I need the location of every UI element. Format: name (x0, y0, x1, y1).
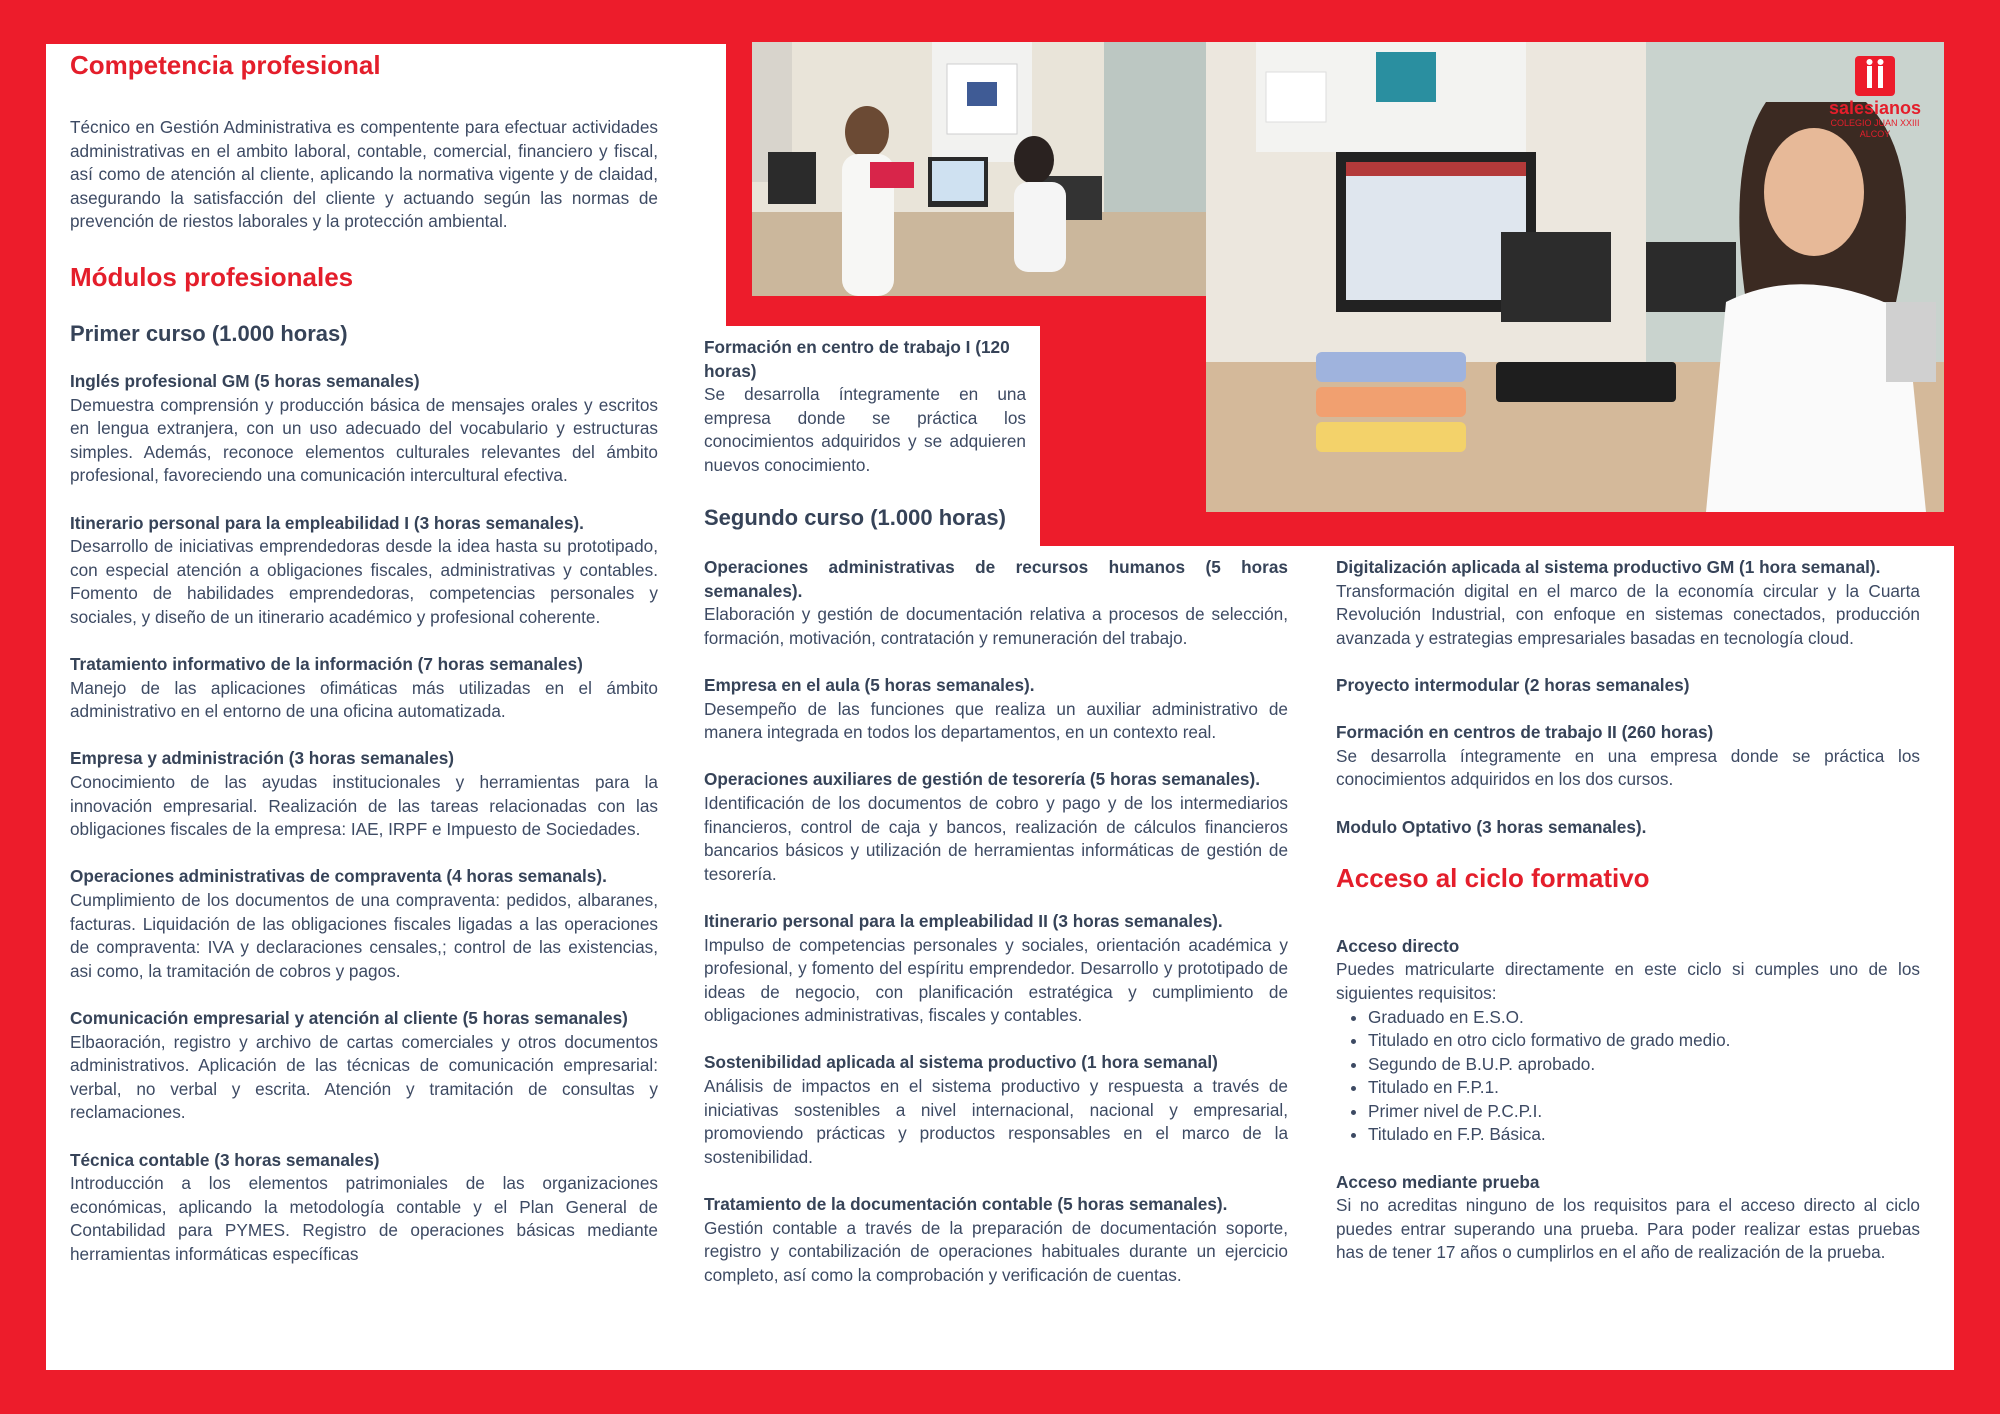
salesianos-emblem-icon (1855, 56, 1895, 96)
module-item (70, 747, 658, 841)
module-item (1336, 556, 1920, 650)
module-description: Desarrollo de iniciativas emprendedoras desde la idea hasta su prototipado, con especial atención a obligaciones fiscales, administrativas y contables. Fomento de habilidades emprendedoras, competencias personales y sociales, y diseño de un itinerario académico y profesional coherente. (70, 536, 658, 627)
module-description: Elbaoración, registro y archivo de cartas comerciales y otros documentos administrativos. Aplicación de las técnicas de comunicación empresarial: verbal, no verbal y escrita. Atención y tramitación de consultas y reclamaciones. (70, 1031, 658, 1123)
module-description: Cumplimiento de los documentos de una compraventa: pedidos, albaranes, facturas. Liquidación de las obligaciones fiscales ligadas a las operaciones de compraventa: IVA y declaraciones censales,; control de las existencias, asi como, la tramitación de cobros y pagos. (70, 890, 658, 981)
module-item (704, 1193, 1288, 1287)
module-description: Desempeño de las funciones que realiza un auxiliar administrativo de manera integrada en todos los departamentos, en un contexto real. (704, 698, 1288, 743)
column-1 (70, 50, 658, 1290)
office-photo-2 (1206, 42, 1944, 512)
module-title: Operaciones administrativas de compraventa (4 horas semanals). (70, 866, 607, 887)
office-photo-1 (752, 42, 1206, 296)
column-2 (704, 556, 1288, 1311)
module-item (1336, 721, 1920, 792)
competencia-title: Competencia profesional (70, 50, 381, 80)
module-item (704, 556, 1288, 650)
module-title: Tratamiento informativo de la información (7 horas semanales) (70, 654, 583, 675)
module-title: Proyecto intermodular (2 horas semanales) (1336, 674, 1690, 695)
modulos-title: Módulos profesionales (70, 261, 354, 292)
module-title: Sostenibilidad aplicada al sistema productivo (1 hora semanal) (704, 1052, 1218, 1073)
fct1-text: Se desarrolla íntegramente en una empresa donde se práctica los conocimientos adquiridos y se adquieren nuevos conocimiento. (704, 384, 1026, 475)
list-item: • Segundo de B.U.P. aprobado. (1368, 1053, 1920, 1077)
module-title: Itinerario personal para la empleabilidad I (3 horas semanales). (70, 512, 584, 533)
salesianos-logo (1820, 56, 1930, 140)
module-title: Operaciones administrativas de recursos humanos (5 horas semanales). (704, 557, 1288, 601)
module-title: Inglés profesional GM (5 horas semanales) (70, 370, 420, 391)
primer-curso-heading: Primer curso (1.000 horas) (70, 320, 348, 346)
module-item (70, 512, 658, 630)
module-description: Impulso de competencias personales y sociales, orientación académica y profesional, y fomento del espíritu emprendedor. Desarrollo y prototipado de ideas de negocio, con planificación estratégica y cumplimiento de obligaciones administrativas, fiscales y contables. (704, 934, 1288, 1026)
module-title: Empresa y administración (3 horas semanales) (70, 748, 455, 769)
module-item (1336, 674, 1920, 698)
module-description: Introducción a los elementos patrimoniales de las organizaciones económicas, aplicando la metodología contable y el Plan General de Contabilidad para PYMES. Registro de operaciones básicas mediante herramientas informáticas específicas (70, 1173, 658, 1264)
module-description: Conocimiento de las ayudas institucionales y herramientas para la innovación empresarial. Realización de las tareas relacionadas con las obligaciones fiscales de la empresa: IAE, IRPF e Impuesto de Sociedades. (70, 772, 658, 840)
fct1-block (704, 336, 1026, 532)
module-title: Digitalización aplicada al sistema productivo GM (1 hora semanal). (1336, 557, 1881, 577)
module-description: Identificación de los documentos de cobro y pago y de los intermediarios financieros, control de caja y bancos, realización de cálculos financieros bancarios básicos y utilización de herramientas informáticas de gestión de tesorería. (704, 792, 1288, 884)
list-item: • Titulado en F.P.1. (1368, 1076, 1920, 1100)
salesianos-emblem-shape (1855, 56, 1895, 96)
requisitos-list (1336, 1006, 1920, 1148)
logo-city: ALCOY (1859, 129, 1891, 139)
acceso-directo-title: Acceso directo (1336, 935, 1460, 956)
module-description: Gestión contable a través de la preparación de documentación soporte, registro y contabilización de operaciones habituales durante un ejercicio completo, así como la comprobación y verificación de cuentas. (704, 1217, 1288, 1285)
module-title: Empresa en el aula (5 horas semanales). (704, 674, 1035, 695)
module-item (704, 674, 1288, 745)
acceso-title: Acceso al ciclo formativo (1336, 862, 1650, 893)
module-item (70, 1149, 658, 1267)
module-title: Técnica contable (3 horas semanales) (70, 1149, 380, 1170)
module-description: Manejo de las aplicaciones ofimáticas más utilizadas en el ámbito administrativo en el entorno de una oficina automatizada. (70, 677, 658, 722)
module-title: Operaciones auxiliares de gestión de tesorería (5 horas semanales). (704, 769, 1260, 790)
competencia-text: Técnico en Gestión Administrativa es compentente para efectuar actividades administrativas en el ambito laboral, contable, comercial, financiero y fiscal, así como de atención al cliente, aplicando la normativa vigente y de claidad, asegurando la satisfacción del cliente y actuando según las normas de prevención de riestos laborales y la protección ambiental. (70, 117, 658, 232)
fct1-title: Formación en centro de trabajo I (120 horas) (704, 337, 1010, 381)
module-item (70, 370, 658, 488)
module-title: Modulo Optativo (3 horas semanales). (1336, 816, 1647, 837)
column-3 (1336, 556, 1920, 1265)
module-title: Formación en centros de trabajo II (260 horas) (1336, 722, 1714, 743)
module-title: Tratamiento de la documentación contable (5 horas semanales). (704, 1194, 1228, 1215)
module-item (70, 865, 658, 983)
module-item (1336, 816, 1920, 840)
panel-white-strip (726, 298, 1070, 326)
module-title: Itinerario personal para la empleabilidad II (3 horas semanales). (704, 910, 1223, 931)
logo-subtitle: COLEGIO JUAN XXIII (1830, 118, 1920, 128)
logo-name: salesianos (1828, 98, 1922, 118)
module-description: Demuestra comprensión y producción básica de mensajes orales y escritos en lengua extranjera, con un uso adecuado del vocabulario y estructuras simples. Además, reconoce elementos culturales relevantes del ámbito profesional, favoreciendo una comunicación intercultural efectiva. (70, 394, 658, 486)
module-title: Comunicación empresarial y atención al cliente (5 horas semanales) (70, 1008, 628, 1028)
list-item: • Primer nivel de P.C.P.I. (1368, 1100, 1920, 1124)
module-item (704, 768, 1288, 886)
module-item (70, 1007, 658, 1125)
acceso-prueba-text: Si no acreditas ninguno de los requisitos para el acceso directo al ciclo puedes entrar superando una prueba. Para poder realizar estas pruebas has de tener 17 años o cumplirlos en el año de realización de la prueba. (1336, 1195, 1920, 1263)
office-photo-1-image (752, 42, 1206, 296)
module-item (70, 653, 658, 724)
module-item (704, 1051, 1288, 1169)
module-description: Transformación digital en el marco de la economía circular y la Cuarta Revolución Industrial, con enfoque en sistemas conectados, producción avanzada y estrategias empresariales basadas en tecnología cloud. (1336, 580, 1920, 648)
module-item (704, 910, 1288, 1028)
module-description: Se desarrolla íntegramente en una empresa donde se práctica los conocimientos adquiridos en los dos cursos. (1336, 745, 1920, 790)
list-item: • Titulado en otro ciclo formativo de grado medio. (1368, 1029, 1920, 1053)
module-description: Análisis de impactos en el sistema productivo y respuesta a través de iniciativas sostenibles a nivel internacional, nacional y empresarial, promoviendo prácticas y productos responsables en el marco de la sostenibilidad. (704, 1076, 1288, 1167)
acceso-prueba-title: Acceso mediante prueba (1336, 1171, 1540, 1192)
segundo-curso-heading: Segundo curso (1.000 horas) (704, 504, 1006, 530)
list-item: • Graduado en E.S.O. (1368, 1006, 1920, 1030)
module-description: Elaboración y gestión de documentación relativa a procesos de selección, formación, motivación, contratación y remuneración del trabajo. (704, 604, 1288, 648)
list-item: • Titulado en F.P. Básica. (1368, 1123, 1920, 1147)
acceso-directo-text: Puedes matricularte directamente en este ciclo si cumples uno de los siguientes requisitos: (1336, 959, 1920, 1003)
